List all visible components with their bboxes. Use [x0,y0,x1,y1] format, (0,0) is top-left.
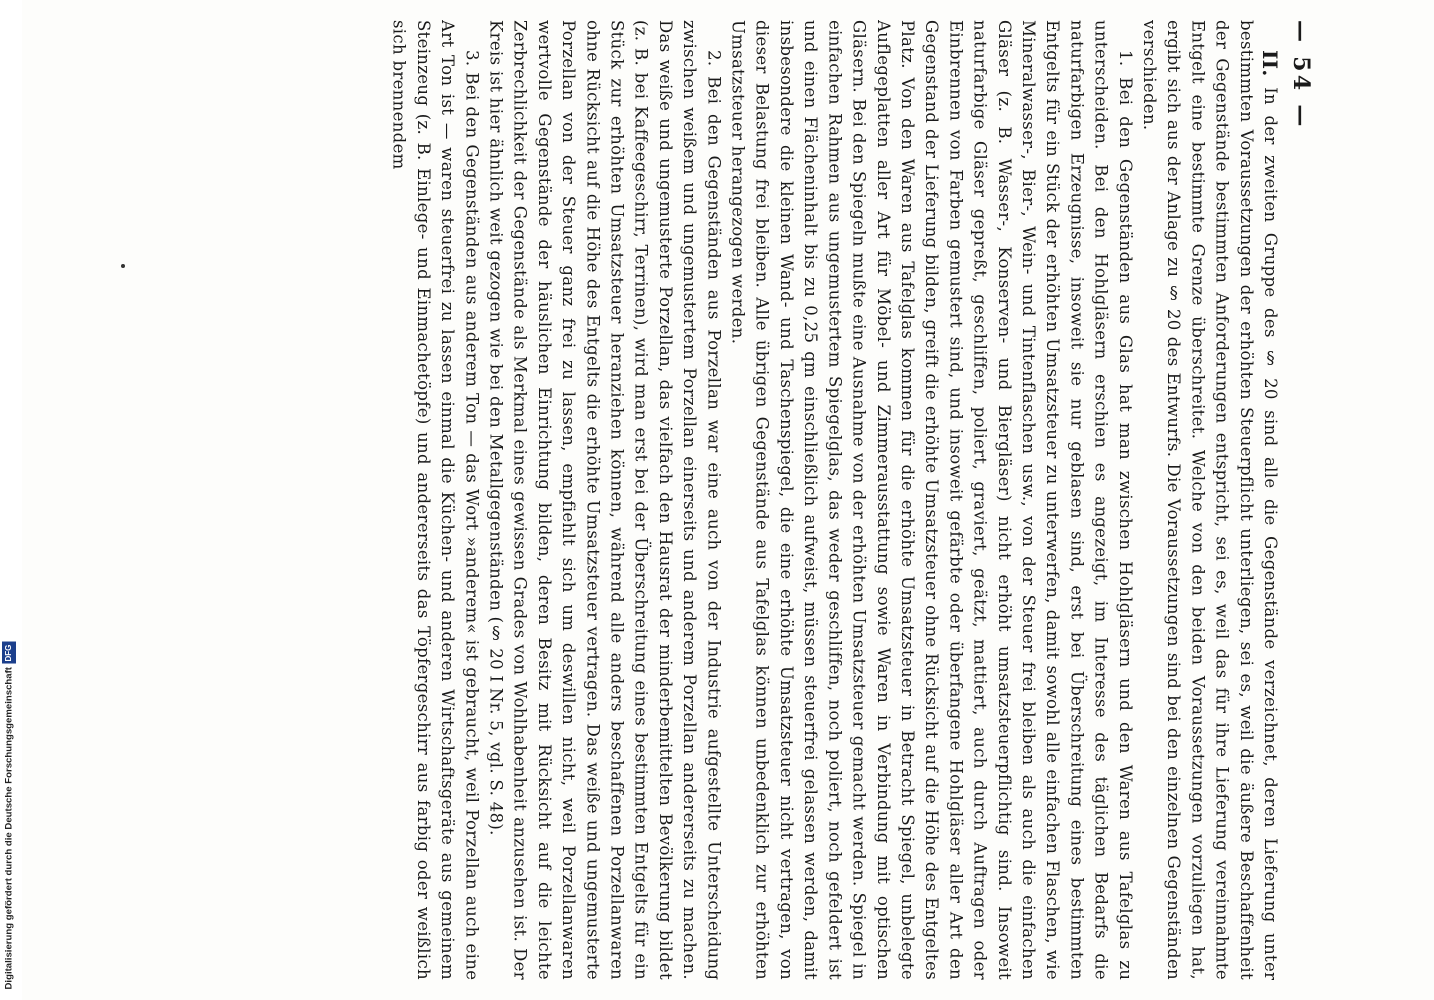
document-page [150,20,1320,980]
paragraph-glass: 1. Bei den Gegenständen aus Glas hat man zwischen Hohlgläsern und den Waren aus Tafelglas zu unterscheiden. Bei den Hohlgläsern erschien es angezeigt, im Interesse des täglichen Bedarfs die naturfarbigen Erzeugnisse, insoweit sie nur geblasen sind, erst bei Überschreitung eines bestimmten Entgelts für ein Stück der erhöhten Umsatzsteuer zu unterwerfen, damit sowohl alle einfachen Flaschen, wie Mineralwasser-, Bier-, Wein- und Tintenflaschen usw., von der Steuer frei bleiben als auch die einfachen Gläser (z. B. Wasser-, Konserven- und Biergläser) nicht erhöht umsatzsteuerpflichtig sind. Insoweit naturfarbige Gläser gepreßt, geschliffen, poliert, graviert, geätzt, mattiert, auch durch Auftragen oder Einbrennen von Farben gemustert sind, und insoweit gefärbte oder überfangene Hohlgläser aller Art den Gegenstand der Lieferung bilden, greift die erhöhte Umsatzsteuer ohne Rücksicht auf die Höhe des Entgeltes Platz. Von den Waren aus Tafelglas kommen für die erhöhte Umsatzsteuer in Betracht Spiegel, unbelegte Auflegeplatten aller Art für Möbel- und Zimmerausstattung sowie Waren in Verbindung mit optischen Gläsern. Bei den Spiegeln mußte eine Ausnahme von der erhöhten Umsatzsteuer gemacht werden. Spiegel in einfachen Rahmen aus ungemustertem Spiegelglas, das weder geschliffen, noch poliert, noch gefeldert ist und einen Flächeninhalt bis zu 0,25 qm einschließlich aufweist, müssen steuerfrei gelassen werden, damit insbesondere die kleinen Wand- und Taschenspiegel, die eine erhöhte Umsatzsteuer nicht vertragen, von dieser Belastung frei bleiben. Alle übrigen Gegenstände aus Tafelglas können unbedenklich zur erhöhten Umsatzsteuer herangezogen werden. [728,20,1135,980]
paragraph-intro-text: In der zweiten Gruppe des § 20 sind alle die Gegenstände verzeichnet, deren Lieferung unter bestimmten Voraussetzungen der erhöhten Steuerpflicht unterliegen, sei es, weil die äußere Beschaffenheit der Gegenstände bestimmten Anforderungen entspricht, sei es, weil das für ihre Lieferung vereinnahmte Entgelt eine bestimmte Grenze überschreitet. Welche von den beiden Voraussetzungen vorzuliegen hat, ergibt sich aus der Anlage zu § 20 des Entwurfs. Die Voraussetzungen sind bei den einzelnen Gegenständen verschieden. [1139,20,1280,980]
digitization-credit-strip [0,0,22,1000]
page-text-column [150,20,1320,980]
section-mark: II. [1258,49,1282,77]
paragraph-clay: 3. Bei den Gegenständen aus anderem Ton — das Wort »anderem« ist gebraucht, weil Porzellan auch eine Art Ton ist — waren steuerfrei zu lassen einmal die Küchen- und anderen Wirtschaftsgeräte aus gemeinem Steinzeug (z. B. Einlege- und Einmachetöpfe) und andererseits das Töpfergeschirr aus farbig oder weißlich sich brennendem [389,20,482,980]
credit-text: Digitalisierung gefördert durch die Deutsche Forschungsgemeinschaft [3,667,15,990]
paragraph-porcelain: 2. Bei den Gegenständen aus Porzellan war eine auch von der Industrie aufgestellte Unterscheidung zwischen weißem und ungemustertem Porzellan einerseits und anderem Porzellan andererseits zu machen. Das weiße und ungemusterte Porzellan, das vielfach den Hausrat der minderbemittelten Bevölkerung bildet (z. B. bei Kaffeegeschirr, Terrinen), wird man erst bei der Überschreitung eines bestimmten Entgelts für ein Stück zur erhöhten Umsatzsteuer heranziehen können, während alle anders beschaffenen Porzellanwaren ohne Rücksicht auf die Höhe des Entgelts die erhöhte Umsatzsteuer vertragen. Das weiße und ungemusterte Porzellan von der Steuer ganz frei zu lassen, empfiehlt sich um deswillen nicht, weil Porzellanwaren wertvolle Gegenstände der häuslichen Einrichtung bilden, deren Besitz mit Rücksicht auf die leichte Zerbrechlichkeit der Gegenstände als Merkmal eines gewissen Grades von Wohlhabenheit anzusehen ist. Der Kreis ist hier ähnlich weit gezogen wie bei den Metallgegenständen (§ 20 I Nr. 5, vgl. S. 48). [486,20,724,980]
page-number: — 54 — [1288,20,1314,130]
dfg-logo-icon: DFG [2,642,16,664]
paragraph-intro [1137,20,1282,980]
digitization-credit [2,642,16,990]
scan-speck [121,264,125,268]
